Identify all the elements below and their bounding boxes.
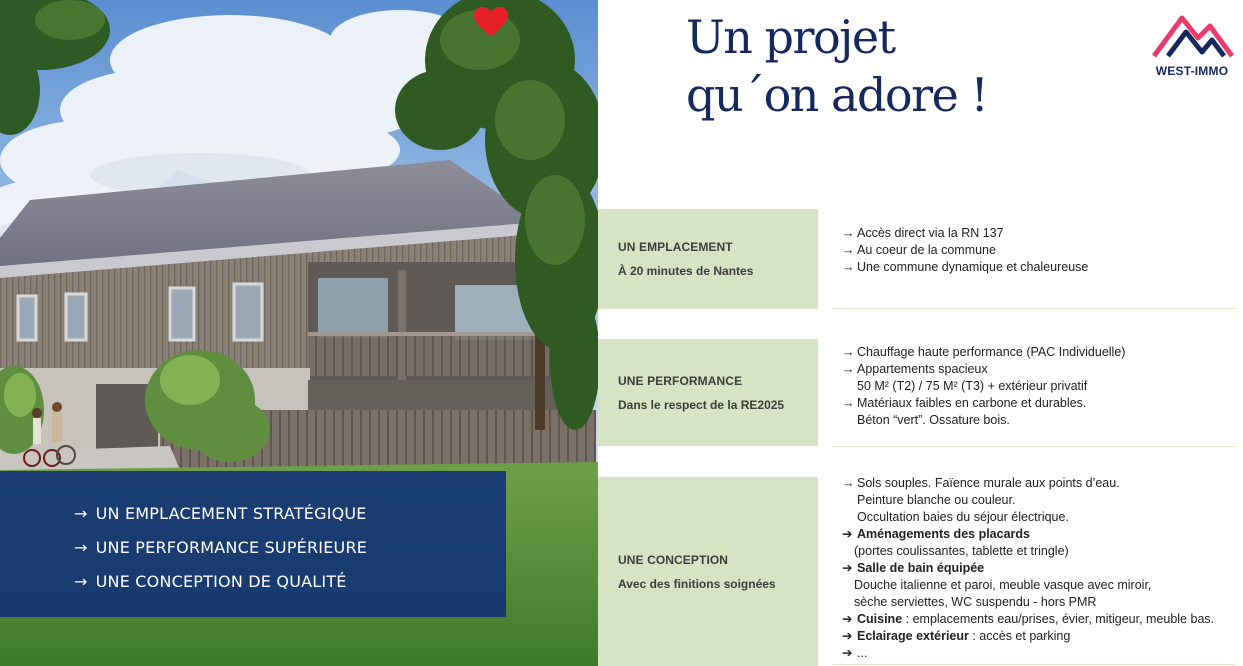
section-design-details bbox=[842, 475, 1214, 662]
arrow-right-icon: → bbox=[842, 260, 855, 274]
page-title bbox=[686, 8, 987, 124]
divider bbox=[833, 446, 1235, 447]
section-performance-details bbox=[842, 344, 1125, 429]
arrow-right-icon: → bbox=[74, 504, 88, 523]
heart-icon bbox=[474, 7, 508, 37]
title-line-2: qu´on adore ! bbox=[686, 68, 988, 122]
west-immo-logo bbox=[1146, 12, 1238, 82]
arrow-right-bold-icon: ➔ bbox=[842, 646, 853, 660]
list-item: → Appartements spacieux bbox=[842, 362, 988, 376]
key-points-panel bbox=[0, 471, 506, 617]
list-item: → Une commune dynamique et chaleureuse bbox=[842, 260, 1089, 274]
key-point-performance: → UNE PERFORMANCE SUPÉRIEURE bbox=[74, 538, 368, 557]
list-item: → Sols souples. Faïence murale aux points d’eau. bbox=[842, 476, 1120, 490]
list-item: Peinture blanche ou couleur. bbox=[857, 493, 1016, 507]
list-item: Douche italienne et paroi, meuble vasque avec miroir, bbox=[854, 578, 1152, 592]
arrow-right-bold-icon: ➔ bbox=[842, 527, 853, 541]
key-point-location: → UN EMPLACEMENT STRATÉGIQUE bbox=[74, 504, 367, 523]
list-item: ➔ Salle de bain équipée bbox=[842, 561, 985, 575]
section-location-label bbox=[598, 209, 818, 309]
divider bbox=[833, 664, 1235, 665]
logo-brand-text: WEST-IMMO bbox=[1155, 64, 1229, 78]
divider bbox=[833, 308, 1235, 309]
section-subheading: À 20 minutes de Nantes bbox=[618, 264, 754, 278]
section-location-details bbox=[842, 225, 1088, 276]
arrow-right-icon: → bbox=[842, 226, 855, 240]
section-subheading: Dans le respect de la RE2025 bbox=[618, 397, 785, 412]
section-heading: UNE PERFORMANCE bbox=[618, 373, 743, 388]
arrow-right-icon: → bbox=[842, 362, 855, 376]
arrow-right-icon: → bbox=[74, 538, 88, 557]
arrow-right-icon: → bbox=[74, 572, 88, 591]
list-item: Béton “vert”. Ossature bois. bbox=[857, 413, 1010, 427]
list-item: ➔ Aménagements des placards bbox=[842, 527, 1030, 541]
title-line-1: Un projet bbox=[686, 10, 895, 64]
list-item: → Accès direct via la RN 137 bbox=[842, 226, 1004, 240]
arrow-right-icon: → bbox=[842, 476, 855, 490]
arrow-right-icon: → bbox=[842, 345, 855, 359]
section-heading: UNE CONCEPTION bbox=[618, 552, 729, 567]
list-item: ➔ Cuisine : emplacements eau/prises, évier, mitigeur, meuble bas. bbox=[842, 612, 1215, 626]
list-item: 50 M² (T2) / 75 M² (T3) + extérieur privatif bbox=[857, 379, 1088, 393]
list-item: → Matériaux faibles en carbone et durables. bbox=[842, 396, 1087, 410]
key-point-design: → UNE CONCEPTION DE QUALITÉ bbox=[74, 572, 347, 591]
arrow-right-bold-icon: ➔ bbox=[842, 612, 853, 626]
section-performance-label bbox=[598, 339, 818, 446]
arrow-right-icon: → bbox=[842, 396, 855, 410]
list-item: sèche serviettes, WC suspendu - hors PMR bbox=[854, 595, 1097, 609]
list-item: → Chauffage haute performance (PAC Individuelle) bbox=[842, 345, 1126, 359]
roof-logo-icon bbox=[1150, 12, 1234, 58]
list-item: Occultation baies du séjour électrique. bbox=[857, 510, 1069, 524]
section-subheading: Avec des finitions soignées bbox=[618, 576, 776, 591]
arrow-right-icon: → bbox=[842, 243, 855, 257]
list-item: (portes coulissantes, tablette et tringle) bbox=[854, 544, 1069, 558]
section-heading: UN EMPLACEMENT bbox=[618, 240, 733, 254]
arrow-right-bold-icon: ➔ bbox=[842, 629, 853, 643]
list-item: ➔ Eclairage extérieur : accès et parking bbox=[842, 629, 1071, 643]
arrow-right-bold-icon: ➔ bbox=[842, 561, 853, 575]
list-item: ➔ ... bbox=[842, 646, 868, 660]
list-item: → Au coeur de la commune bbox=[842, 243, 996, 257]
project-illustration bbox=[0, 0, 598, 666]
section-design-label bbox=[598, 477, 818, 666]
